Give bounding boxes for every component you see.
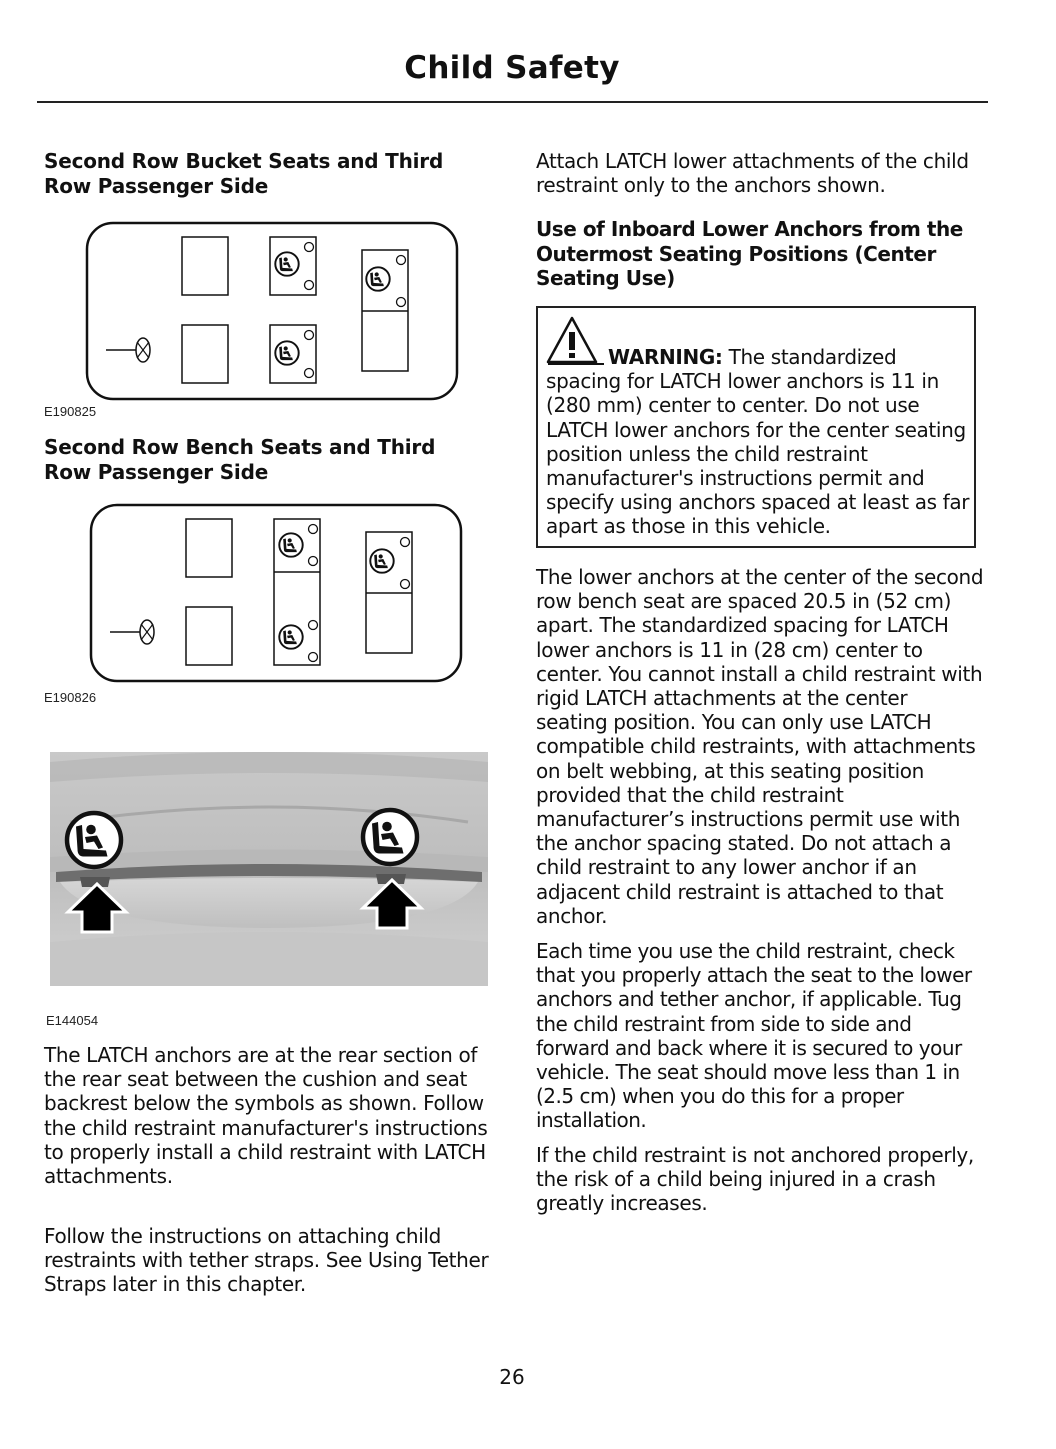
warning-body: The standardized spacing for LATCH lower anchors is 11 in (280 mm) center to center. Do not use LATCH lower anchors for the center seating position unless the child restraint manufacturer's instructions permit and specify using anchors spaced at least as far apart as those in this vehicle. (546, 345, 970, 539)
third-row-seat (362, 250, 408, 371)
anchor-marker (309, 621, 318, 630)
anchor-marker (309, 525, 318, 534)
second-row-bench-seat (274, 519, 320, 665)
inboard-anchors-heading: Use of Inboard Lower Anchors from the Outermost Seating Positions (Center Seating Use) (536, 217, 963, 290)
front-seat-right (186, 519, 232, 577)
warning-label: WARNING: (608, 345, 723, 369)
right-anchor-child-seat-icon (363, 810, 417, 864)
anchor-marker (305, 369, 314, 378)
bench-seats-heading: Second Row Bench Seats and Third Row Passenger Side (44, 435, 436, 484)
child-seat-icon (279, 533, 302, 556)
front-seat-right (182, 237, 228, 295)
child-seat-icon (275, 341, 298, 364)
anchor-marker (309, 653, 318, 662)
anchor-marker (401, 580, 410, 589)
figure-code-3: E144054 (46, 1013, 99, 1028)
anchor-marker (309, 557, 318, 566)
third-row-seat (366, 532, 412, 653)
left-anchor-child-seat-icon (67, 813, 121, 867)
anchor-marker (401, 538, 410, 547)
child-seat-icon (366, 267, 389, 290)
child-seat-icon (279, 625, 302, 648)
figure-code-1: E190825 (44, 404, 97, 419)
right-intro-paragraph: Attach LATCH lower attachments of the child restraint only to the anchors shown. (536, 149, 969, 198)
anchor-marker (397, 298, 406, 307)
page-number: 26 (499, 1365, 525, 1389)
figure-code-2: E190826 (44, 690, 97, 705)
left-paragraph-1: The LATCH anchors are at the rear section of the rear seat between the cushion and seat backrest below the symbols as shown. Follow the child restraint manufacturer's instructions to properly install a child restraint with LATCH attachments. (44, 1043, 488, 1189)
bench-seats-diagram (88, 502, 466, 686)
right-paragraph-1: The lower anchors at the center of the second row bench seat are spaced 20.5 in (52 cm) apart. The standardized spacing for LATCH lower anchors is 11 in (28 cm) center to center. You cannot install a child restraint with rigid LATCH attachments at the center seating position. You can only use LATCH compatible child restraints, with attachments on belt webbing, at this seating position provided that the child restraint manufacturer’s instructions permit use with the anchor spacing stated. Do not attach a child restraint to any lower anchor if an adjacent child restraint is attached to that anchor. (536, 565, 984, 928)
left-paragraph-2: Follow the instructions on attaching child restraints with tether straps. See Using Tether Straps later in this chapter. (44, 1224, 489, 1297)
anchor-marker (397, 256, 406, 265)
child-seat-icon (370, 549, 393, 572)
bucket-seats-diagram (84, 220, 462, 404)
right-paragraph-2: Each time you use the child restraint, check that you properly attach the seat to the lower anchors and tether anchor, if applicable. Tug the child restraint from side to side and forward and back where it is secured to your vehicle. The seat should move less than 1 in (2.5 cm) when you do this for a proper installation. (536, 939, 972, 1133)
page-title: Child Safety (404, 50, 620, 86)
front-seat-left (182, 325, 228, 383)
right-paragraph-3: If the child restraint is not anchored properly, the risk of a child being injured in a crash greatly increases. (536, 1143, 974, 1216)
child-seat-icon (275, 252, 298, 275)
warning-text-block (546, 345, 974, 539)
latch-anchors-photo (50, 752, 488, 986)
bucket-seats-heading: Second Row Bucket Seats and Third Row Passenger Side (44, 149, 444, 198)
second-row-seat-right (270, 237, 316, 295)
anchor-marker (305, 281, 314, 290)
anchor-marker (305, 331, 314, 340)
anchor-marker (305, 243, 314, 252)
title-divider (37, 101, 988, 103)
second-row-seat-left (270, 325, 316, 383)
front-seat-left (186, 607, 232, 665)
